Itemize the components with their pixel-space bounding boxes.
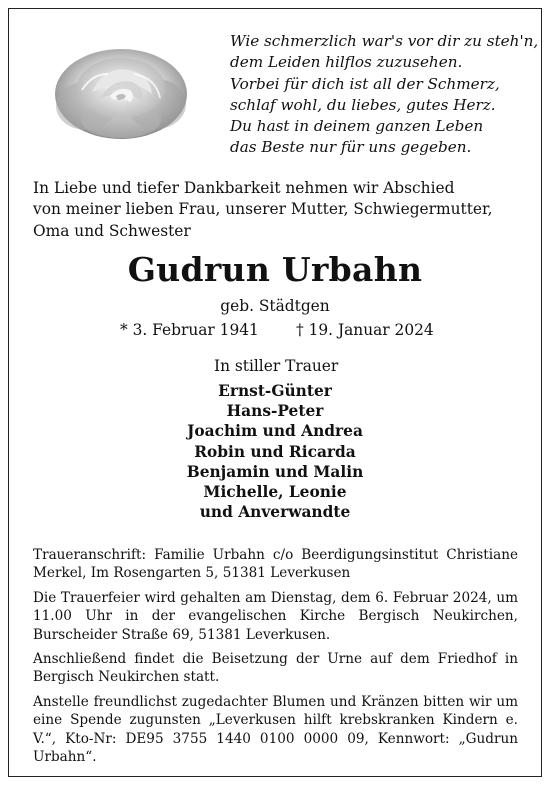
mourner-item: Hans-Peter: [226, 402, 324, 421]
deceased-name: Gudrun Urbahn: [127, 250, 423, 289]
mourner-item: Joachim und Andrea: [187, 422, 363, 441]
poem-line: das Beste nur für uns gegeben.: [230, 138, 472, 157]
mourner-item: und Anverwandte: [199, 503, 351, 522]
funeral-service-info: Die Trauerfeier wird gehalten am Dienstag, dem 6. Februar 2024, um 11.00 Uhr in der evangelischen Kirche Bergisch Neukirchen, Burscheider Straße 69, 51381 Leverkusen.: [33, 589, 518, 643]
poem-line: Du hast in deinem ganzen Leben: [230, 117, 484, 136]
notice-details: [33, 546, 518, 766]
mourner-item: Benjamin und Malin: [186, 462, 364, 481]
poem-line: schlaf wohl, du liebes, gutes Herz.: [230, 95, 496, 114]
maiden-name: geb. Städtgen: [220, 297, 330, 315]
farewell-intro: [33, 178, 523, 242]
poem-line: dem Leiden hilflos zuzusehen.: [230, 53, 463, 72]
intro-line: Oma und Schwester: [33, 221, 191, 240]
mourner-item: Robin und Ricarda: [194, 442, 356, 461]
intro-line: In Liebe und tiefer Dankbarkeit nehmen wir Abschied: [33, 179, 455, 197]
mourner-item: Ernst-Günter: [218, 382, 332, 400]
mourners-list: [0, 381, 550, 522]
poem-line: Wie schmerzlich war's vor dir zu steh'n,: [230, 32, 539, 50]
intro-line: von meiner lieben Frau, unserer Mutter, Schwiegermutter,: [33, 200, 493, 219]
rose-icon: [52, 44, 190, 142]
mourner-item: Michelle, Leonie: [203, 483, 347, 502]
mourning-heading: In stiller Trauer: [214, 357, 339, 375]
mourning-address: Traueranschrift: Familie Urbahn c/o Beerdigungsinstitut Christiane Merkel, Im Rosengarten 5, 51381 Leverkusen: [33, 547, 518, 582]
poem: [230, 31, 539, 159]
urn-burial-info: Anschließend findet die Beisetzung der Urne auf dem Friedhof in Bergisch Neukirchen statt.: [33, 651, 518, 686]
birth-date: * 3. Februar 1941: [120, 321, 259, 339]
donation-request: Anstelle freundlichst zugedachter Blumen und Kränzen bitten wir um eine Spende zugunsten „Leverkusen hilft krebskranken Kindern e. V.“, Kto-Nr: DE95 3755 1440 0100 0000 09, Kennwort: „Gudrun Urbahn“.: [33, 693, 518, 766]
poem-line: Vorbei für dich ist all der Schmerz,: [230, 74, 500, 93]
life-dates: [0, 320, 550, 340]
death-date: † 19. Januar 2024: [296, 321, 434, 339]
